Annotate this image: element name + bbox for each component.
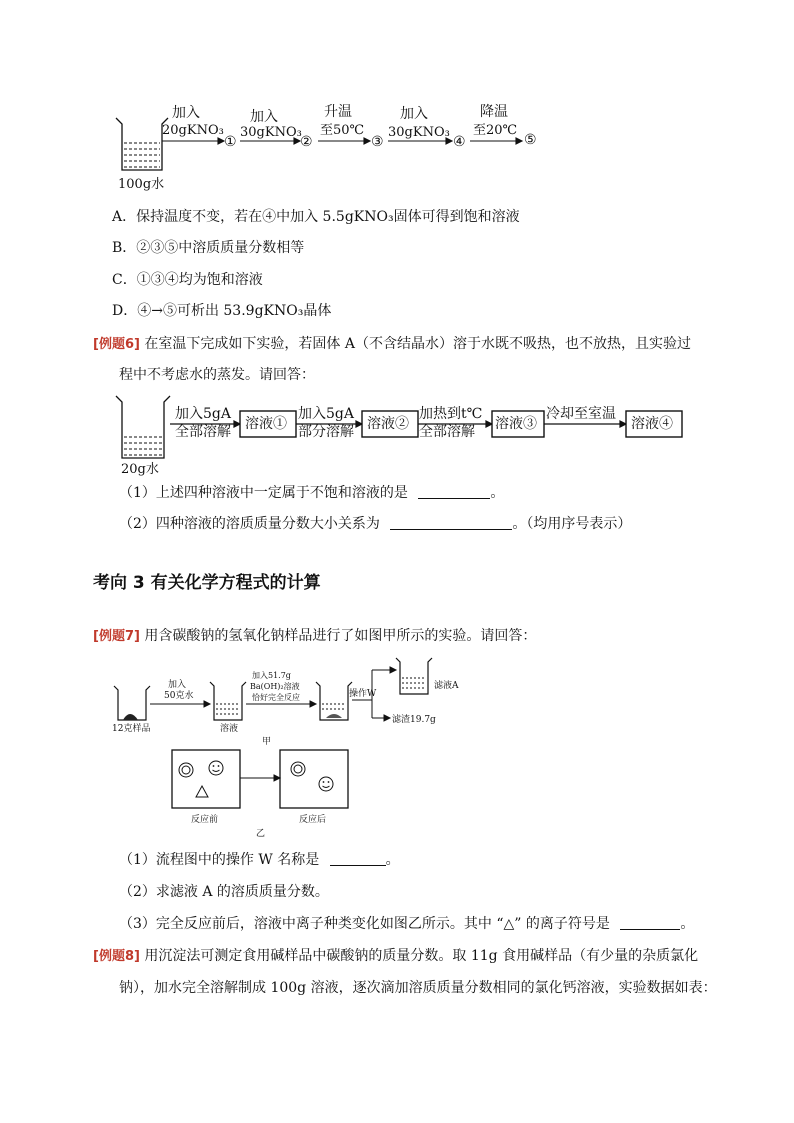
- step3-result: ③: [371, 134, 384, 150]
- step5-bottom: 至20℃: [473, 123, 518, 138]
- arrow2-line3: 恰好完全反应: [252, 693, 300, 702]
- option-b: B．②③⑤中溶质质量分数相等: [112, 240, 305, 256]
- option-c: C．①③④均为饱和溶液: [112, 272, 263, 288]
- example6-q1-end: 。: [490, 485, 505, 501]
- step4-top: 加入: [400, 106, 428, 122]
- box-solution-2: 溶液②: [367, 416, 409, 432]
- beaker-icon: [396, 658, 432, 694]
- example6-q2-end: 。（均用序号表示）: [512, 516, 632, 532]
- option-d: D．④→⑤可析出 53.9gKNO₃晶体: [112, 303, 332, 319]
- beaker-label: 20g水: [121, 462, 159, 477]
- arrow3-top: 加热到t℃: [419, 406, 483, 422]
- option-a: A．保持温度不变，若在④中加入 5.5gKNO₃固体可得到饱和溶液: [112, 209, 520, 225]
- after-label: 反应后: [299, 815, 327, 825]
- arrow4-top: 冷却至室温: [546, 406, 616, 422]
- reaction-arrow: [240, 775, 280, 781]
- step5-top: 降温: [480, 104, 508, 120]
- step1-top: 加入: [172, 105, 200, 121]
- step3-bottom: 至50℃: [320, 123, 365, 138]
- example7-q3: [119, 914, 694, 934]
- before-reaction-box: [172, 750, 240, 808]
- solution-fill: [322, 704, 346, 709]
- example7-q1-end: 。: [385, 852, 400, 868]
- precipitate: [326, 714, 342, 718]
- arrow1-top: 加入: [168, 680, 187, 690]
- example8-tag: [例题8]: [93, 949, 140, 964]
- arrow2-bottom: 部分溶解: [298, 424, 354, 440]
- box-solution-1: 溶液①: [245, 416, 287, 432]
- operation-w-label: 操作W: [349, 689, 377, 699]
- sample-solid: [123, 714, 138, 720]
- smiley-circle-icon: [209, 761, 223, 775]
- step4-result: ④: [453, 134, 466, 150]
- step2-result: ②: [300, 134, 313, 150]
- example7-q1: [119, 850, 400, 870]
- box-solution-3: 溶液③: [495, 416, 537, 432]
- arrow1-bottom: 全部溶解: [175, 424, 231, 440]
- section-title: 考向 3 有关化学方程式的计算: [93, 573, 321, 593]
- example7-q3-text: （3）完全反应前后，溶液中离子种类变化如图乙所示。其中 “△” 的离子符号是: [119, 916, 610, 932]
- step4-bottom: 30gKNO₃: [388, 125, 450, 140]
- arrow1-top: 加入5gA: [175, 406, 231, 422]
- example6-tag: [例题6]: [93, 337, 140, 352]
- example7-q1-text: （1）流程图中的操作 W 名称是: [119, 852, 320, 868]
- example8-text-line1: 用沉淀法可测定食用碱样品中碳酸钠的质量分数。取 11g 食用碱样品（有少量的杂质氯化: [144, 948, 699, 964]
- step2-bottom: 30gKNO₃: [240, 125, 302, 140]
- after-reaction-box: [280, 750, 348, 808]
- answer-blank[interactable]: [620, 915, 680, 930]
- step1-result: ①: [224, 134, 237, 150]
- double-circle-icon: [179, 763, 193, 777]
- double-circle-icon: [291, 762, 305, 776]
- before-label: 反应前: [191, 815, 219, 825]
- residue-label: 滤渣19.7g: [392, 715, 436, 725]
- smiley-circle-icon: [319, 777, 333, 791]
- example6-q1-text: （1）上述四种溶液中一定属于不饱和溶液的是: [119, 485, 408, 501]
- step1-bottom: 20gKNO₃: [162, 123, 224, 138]
- example6-text-line1: 在室温下完成如下实验，若固体 A（不含结晶水）溶于水既不吸热，也不放热，且实验过: [144, 336, 691, 352]
- beaker2-label: 溶液: [220, 724, 239, 734]
- example6-text-line2: 程中不考虑水的蒸发。请回答：: [119, 367, 315, 383]
- example7-text: 用含碳酸钠的氢氧化钠样品进行了如图甲所示的实验。请回答：: [144, 628, 537, 644]
- box-solution-4: 溶液④: [631, 416, 673, 432]
- beaker1-label: 12克样品: [112, 724, 151, 734]
- example7-q2: （2）求滤液 A 的溶质质量分数。: [119, 884, 329, 900]
- arrow3-bottom: 全部溶解: [419, 424, 475, 440]
- answer-blank[interactable]: [330, 851, 386, 866]
- arrow2-top: 加入5gA: [298, 406, 354, 422]
- example7-tag: [例题7]: [93, 629, 140, 644]
- arrow1-bottom: 50克水: [164, 691, 194, 701]
- solution-fill: [216, 704, 240, 714]
- example7-q3-end: 。: [680, 916, 695, 932]
- triangle-icon: [196, 786, 208, 797]
- figure-jia-caption: 甲: [262, 737, 272, 747]
- beaker-label: 100g水: [118, 177, 165, 192]
- step3-top: 升温: [324, 104, 352, 120]
- step5-result: ⑤: [524, 132, 537, 148]
- example6-q2-text: （2）四种溶液的溶质质量分数大小关系为: [119, 516, 380, 532]
- filtrate-fill: [402, 678, 426, 688]
- filtrate-a-label: 滤液A: [434, 681, 459, 691]
- example8-text-line2: 钠），加水完全溶解制成 100g 溶液，逐次滴加溶质质量分数相同的氯化钙溶液，实验数据如表：: [119, 980, 717, 996]
- step2-top: 加入: [250, 109, 278, 125]
- arrow2-line1: 加入51.7g: [252, 671, 291, 680]
- arrow2-line2: Ba(OH)₂溶液: [250, 682, 300, 691]
- example8-intro: [93, 946, 698, 967]
- figure-yi-caption: 乙: [256, 829, 266, 839]
